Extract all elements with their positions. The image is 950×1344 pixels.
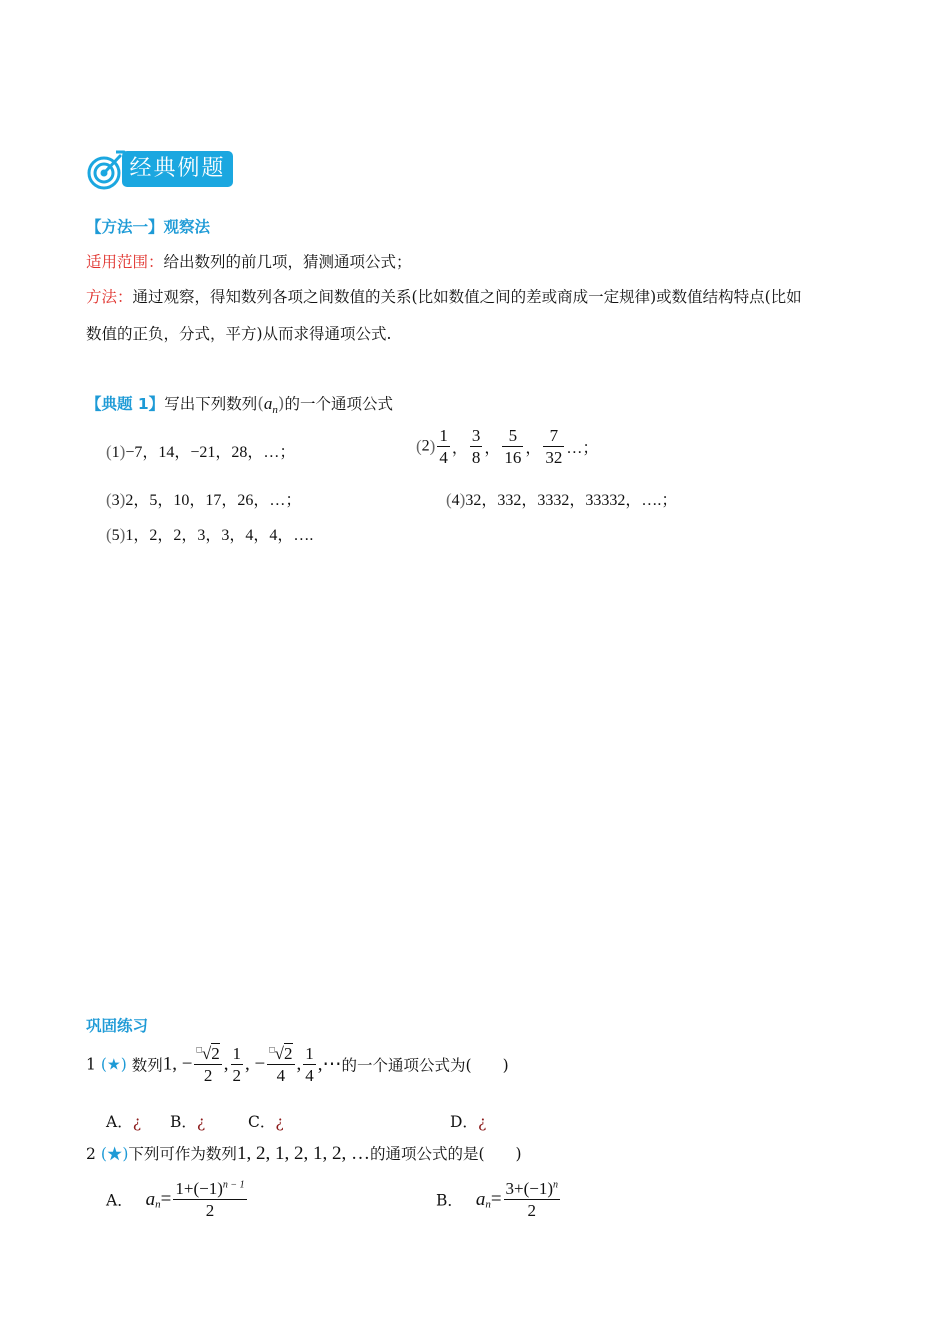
q1-option-b[interactable]: B．¿ xyxy=(170,1113,206,1131)
question-2: 2 (★)下列可作为数列1, 2, 1, 2, 1, 2, …的通项公式的是( ) xyxy=(86,1143,522,1164)
example-label: 【典题 1】 xyxy=(86,395,165,413)
scope-text: 给出数列的前几项，猜测通项公式； xyxy=(163,253,412,271)
difficulty-star-icon: (★) xyxy=(100,1145,129,1163)
method-title: 【方法一】观察法 xyxy=(86,218,211,236)
item-5: (5)1，2，2，3，3，4，4，…. xyxy=(106,525,314,544)
q1-frac-quarter: $\frac{1}{4}$ xyxy=(305,1044,314,1085)
item-2-frac-1: $\frac{1}{4}$ xyxy=(439,426,448,467)
method-text-1: 通过观察，得知数列各项之间数值的关系(比如数值之间的差或商成一定规律)或数值结构特点(比如 xyxy=(132,288,802,306)
example-text-b: 的一个通项公式 xyxy=(284,395,393,413)
q2-option-a[interactable]: A． $a_n=$ $\frac{1+(-1)^{n - 1}}{2}$ xyxy=(106,1179,245,1220)
difficulty-star-icon: (★) xyxy=(100,1055,127,1074)
item-2: (2) $\frac{1}{4}$ ， $\frac{3}{8}$ ， $\frac{5}{16}$ ， $\frac{7}{32}$ …； xyxy=(416,426,599,467)
q1-frac-neg-root2-over-4: $\frac{^□√2}{4}$ xyxy=(269,1044,293,1085)
q2-option-a-fraction: $\frac{1+(-1)^{n - 1}}{2}$ xyxy=(175,1179,245,1220)
example-heading: 【典题 1】写出下列数列$(a_n)$的一个通项公式 xyxy=(86,394,393,417)
scope-label: 适用范围： xyxy=(86,253,164,271)
practice-title: 巩固练习 xyxy=(86,1017,149,1035)
seq-sub: n xyxy=(272,404,278,417)
item-3-text: 2，5，10，17，26，…； xyxy=(125,492,302,509)
example-text-a: 写出下列数列 xyxy=(164,395,258,413)
item-1: (1)−7，14，−21，28，…； xyxy=(106,442,296,461)
section-badge: 经典例题 xyxy=(122,151,233,187)
item-2-frac-4: $\frac{7}{32}$ xyxy=(545,426,563,467)
scope-line xyxy=(86,250,412,272)
method-line-1 xyxy=(86,285,802,307)
q1-option-d[interactable]: D．¿ xyxy=(450,1113,487,1131)
q1-option-c[interactable]: C．¿ xyxy=(248,1113,284,1131)
q1-frac-half: $\frac{1}{2}$ xyxy=(232,1044,242,1085)
item-4-text: 32，332，3332，33332，….； xyxy=(465,492,678,509)
method-label: 方法： xyxy=(86,288,133,306)
q1-option-a[interactable]: A．¿ xyxy=(106,1113,142,1131)
question-1: 1 (★) 数列1, − $\frac{^□√2}{2}$ , $\frac{1}{2}$ , − $\frac{^□√2}{4}$ , $\frac{1}{4}$ ,⋯的一个通项公式为( ) xyxy=(86,1044,509,1085)
item-2-frac-3: $\frac{5}{16}$ xyxy=(504,426,522,467)
q1-frac-neg-root2-over-2: $\frac{^□√2}{2}$ xyxy=(196,1044,220,1085)
seq-var: a xyxy=(263,394,273,413)
item-1-text: −7，14，−21，28，…； xyxy=(125,444,296,461)
q2-option-b-fraction: $\frac{3+(-1)^n}{2}$ xyxy=(505,1179,559,1220)
item-4: (4)32，332，3332，33332，….； xyxy=(446,490,678,509)
q2-option-b[interactable]: B． $a_n=$ $\frac{3+(-1)^n}{2}$ xyxy=(436,1179,559,1220)
item-3: (3)2，5，10，17，26，…； xyxy=(106,490,302,509)
method-text-2: 数值的正负，分式，平方)从而求得通项公式. xyxy=(86,325,392,343)
item-5-text: 1，2，2，3，3，4，4，…. xyxy=(125,527,314,544)
item-2-frac-2: $\frac{3}{8}$ xyxy=(471,426,481,467)
